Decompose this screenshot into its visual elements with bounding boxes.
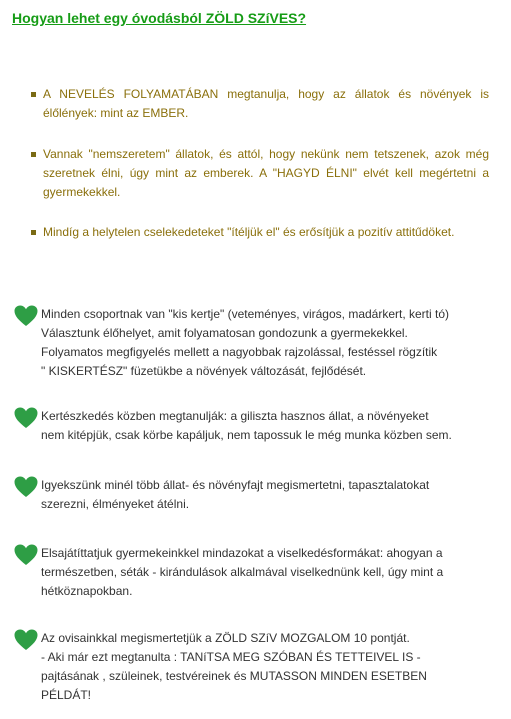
heart-list-item [14, 629, 499, 705]
text-line: Igyekszünk minél több állat- és növényfajt megismertetni, tapasztalatokat [41, 478, 430, 492]
text-line: PÉLDÁT! [41, 688, 92, 702]
heart-item-text [41, 305, 499, 381]
text-line: " KISKERTÉSZ" füzetükbe a növények változását, fejlődését. [41, 364, 367, 378]
green-heart-icon [14, 305, 38, 327]
heart-item-text [41, 544, 499, 601]
square-bullet-icon [31, 92, 36, 97]
bullet-text: Vannak "nemszeretem" állatok, és attól, hogy nekünk nem tetszenek, azok még szeretnek élni, úgy mint az emberek. A "HAGYD ÉLNI" elvét kell megértetni a gyermekekkel. [43, 147, 489, 199]
bullet-item [31, 223, 489, 242]
text-line: Az ovisainkkal megismertetjük a ZÖLD SZíV MOZGALOM 10 pontját. [41, 631, 410, 645]
heart-item-text [41, 476, 499, 514]
text-line: Folyamatos megfigyelés mellett a nagyobbak rajzolással, festéssel rögzítik [41, 345, 438, 359]
text-line: - Aki már ezt megtanulta : TANíTSA MEG SZÓBAN ÉS TETTEIVEL IS - [41, 650, 421, 664]
text-line: pajtásának , szüleinek, testvéreinek és MUTASSON MINDEN ESETBEN [41, 669, 427, 683]
square-bullet-icon [31, 230, 36, 235]
text-line: Választunk élőhelyet, amit folyamatosan gondozunk a gyermekekkel. [41, 326, 408, 340]
heart-item-text [41, 629, 499, 705]
heart-item-text [41, 407, 499, 445]
text-line: szerezni, élményeket átélni. [41, 497, 190, 511]
heart-list-item [14, 407, 499, 445]
heart-list-item [14, 305, 499, 381]
page-title: Hogyan lehet egy óvodásból ZÖLD SZíVES? [12, 10, 307, 26]
heart-list-item [14, 476, 499, 514]
text-line: természetben, séták - kirándulások alkalmával viselkednünk kell, úgy mint a [41, 565, 444, 579]
text-line: nem kitépjük, csak körbe kapáljuk, nem tapossuk le még munka közben sem. [41, 428, 452, 442]
bullet-text: Mindíg a helytelen cselekedeteket "ítéljük el" és erősítjük a pozitív attitűdöket. [43, 225, 455, 239]
square-bullet-icon [31, 152, 36, 157]
bullet-item [31, 145, 489, 202]
text-line: Kertészkedés közben megtanulják: a giliszta hasznos állat, a növényeket [41, 409, 429, 423]
bullet-text: A NEVELÉS FOLYAMATÁBAN megtanulja, hogy az állatok és növények is élőlények: mint az EMBER. [43, 87, 489, 120]
text-line: Minden csoportnak van "kis kertje" (veteményes, virágos, madárkert, kerti tó) [41, 307, 450, 321]
green-heart-icon [14, 407, 38, 429]
text-line: Elsajátíttatjuk gyermekeinkkel mindazokat a viselkedésformákat: ahogyan a [41, 546, 443, 560]
green-heart-icon [14, 544, 38, 566]
green-heart-icon [14, 476, 38, 498]
bullet-item [31, 85, 489, 123]
heart-list-item [14, 544, 499, 601]
green-heart-icon [14, 629, 38, 651]
text-line: hétköznapokban. [41, 584, 133, 598]
